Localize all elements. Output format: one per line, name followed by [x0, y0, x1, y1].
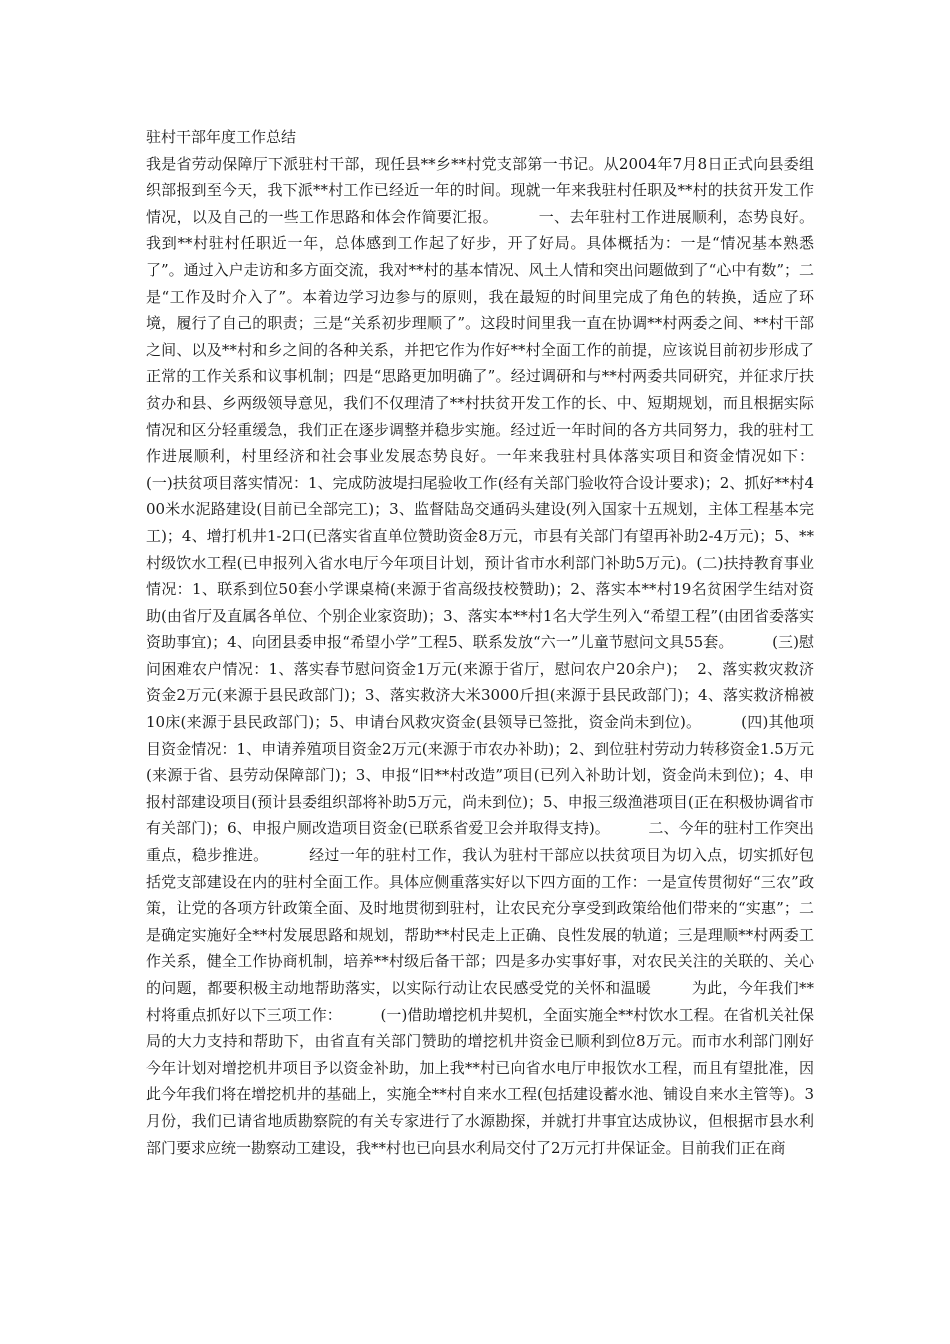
- document-body: [146, 124, 853, 1161]
- document-title: 驻村干部年度工作总结: [146, 128, 297, 146]
- body-paragraph: 我是省劳动保障厅下派驻村干部，现任县**乡**村党支部第一书记。从2004年7月8日正式向县委组织部报到至今天，我下派**村工作已经近一年的时间。现就一年来我驻村任职及**村的扶贫开发工作情况，以及自己的一些工作思路和体会作简要汇报。 一、去年驻村工作进展顺利，态势良好。 我到**村驻村任职近一年，总体感到工作起了好步，开了好局。具体概括为：一是“情况基本熟悉了”。通过入户走访和多方面交流，我对**村的基本情况、风土人情和突出问题做到了“心中有数”；二是“工作及时介入了”。本着边学习边参与的原则，我在最短的时间里完成了角色的转换，适应了环境，履行了自己的职责；三是“关系初步理顺了”。这段时间里我一直在协调**村两委之间、**村干部之间、以及**村和乡之间的各种关系，并把它作为作好**村全面工作的前提，应该说目前初步形成了正常的工作关系和议事机制；四是“思路更加明确了”。经过调研和与**村两委共同研究，并征求厅扶贫办和县、乡两级领导意见，我们不仅理清了**村扶贫开发工作的长、中、短期规划，而且根据实际情况和区分轻重缓急，我们正在逐步调整并稳步实施。经过近一年时间的各方共同努力，我的驻村工作进展顺利，村里经济和社会事业发展态势良好。一年来我驻村具体落实项目和资金情况如下： (一)扶贫项目落实情况：1、完成防波堤扫尾验收工作(经有关部门验收符合设计要求)；2、抓好**村400米水泥路建设(目前已全部完工)；3、监督陆岛交通码头建设(列入国家十五规划，主体工程基本完工)；4、增打机井1-2口(已落实省直单位赞助资金8万元，市县有关部门有望再补助2-4万元)；5、**村级饮水工程(已申报列入省水电厅今年项目计划，预计省市水利部门补助5万元)。(二)扶持教育事业情况：1、联系到位50套小学课桌椅(来源于省高级技校赞助)；2、落实本**村19名贫困学生结对资助(由省厅及直属各单位、个别企业家资助)；3、落实本**村1名大学生列入“希望工程”(由团省委落实资助事宜)；4、向团县委申报“希望小学”工程5、联系发放“六一”儿童节慰问文具55套。 (三)慰问困难农户情况：1、落实春节慰问资金1万元(来源于省厅，慰问农户20余户)； 2、落实救灾救济资金2万元(来源于县民政部门)；3、落实救济大米3000斤担(来源于县民政部门)；4、落实救济棉被10床(来源于县民政部门)；5、申请台风救灾资金(县领导已签批，资金尚未到位)。 (四)其他项目资金情况：1、申请养殖项目资金2万元(来源于市农办补助)；2、到位驻村劳动力转移资金1.5万元(来源于省、县劳动保障部门)；3、申报“旧**村改造”项目(已列入补助计划，资金尚未到位)；4、申报村部建设项目(预计县委组织部将补助5万元，尚未到位)；5、申报三级渔港项目(正在积极协调省市有关部门)；6、申报户厕改造项目资金(已联系省爱卫会并取得支持)。 二、今年的驻村工作突出重点，稳步推进。 经过一年的驻村工作，我认为驻村干部应以扶贫项目为切入点，切实抓好包括党支部建设在内的驻村全面工作。具体应侧重落实好以下四方面的工作：一是宣传贯彻好“三农”政策，让党的各项方针政策全面、及时地贯彻到驻村，让农民充分享受到政策给他们带来的“实惠”；二是确定实施好全**村发展思路和规划，帮助**村民走上正确、良性发展的轨道；三是理顺**村两委工作关系，健全工作协商机制，培养**村级后备干部；四是多办实事好事，对农民关注的关联的、关心的问题，都要积极主动地帮助落实，以实际行动让农民感受党的关怀和温暖 为此，今年我们**村将重点抓好以下三项工作： (一)借助增挖机井契机，全面实施全**村饮水工程。在省机关社保局的大力支持和帮助下，由省直有关部门赞助的增挖机井资金已顺利到位8万元。而市水利部门刚好今年计划对增挖机井项目予以资金补助，加上我**村已向省水电厅申报饮水工程，而且有望批准，因此今年我们将在增挖机井的基础上，实施全**村自来水工程(包括建设蓄水池、铺设自来水主管等)。3月份，我们已请省地质勘察院的有关专家进行了水源勘探，并就打井事宜达成协议，但根据市县水利部门要求应统一勘察动工建设，我**村也已向县水利局交付了2万元打井保证金。目前我们正在商: [146, 154, 853, 1157]
